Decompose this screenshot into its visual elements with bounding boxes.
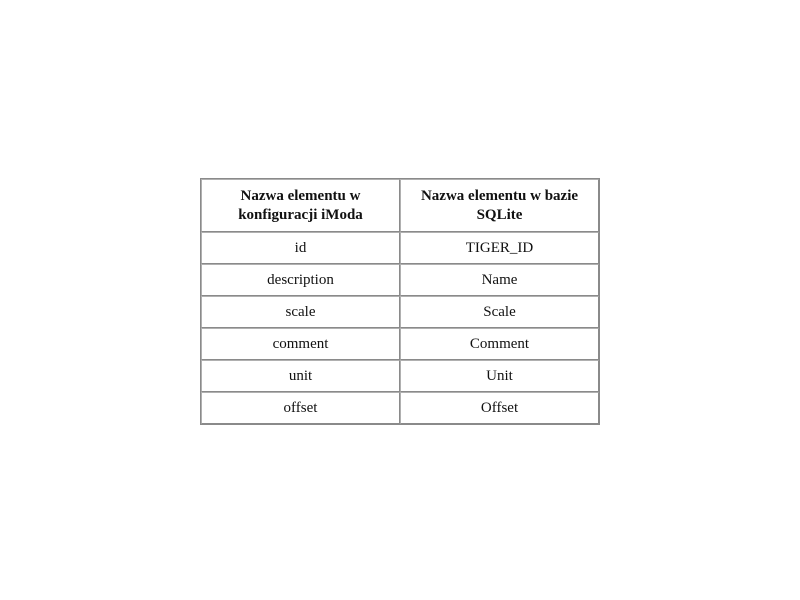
- header-imoda-config: Nazwa elementu w konfiguracji iModa: [201, 179, 400, 232]
- cell-sqlite: Scale: [400, 296, 599, 328]
- cell-sqlite: Unit: [400, 360, 599, 392]
- table-header-row: [201, 179, 599, 232]
- cell-imoda: comment: [201, 328, 400, 360]
- table-row: [201, 232, 599, 264]
- cell-imoda: id: [201, 232, 400, 264]
- cell-sqlite: Offset: [400, 392, 599, 424]
- table-row: [201, 328, 599, 360]
- cell-sqlite: Comment: [400, 328, 599, 360]
- cell-sqlite: TIGER_ID: [400, 232, 599, 264]
- table-row: [201, 360, 599, 392]
- cell-imoda: unit: [201, 360, 400, 392]
- cell-imoda: offset: [201, 392, 400, 424]
- cell-imoda: description: [201, 264, 400, 296]
- mapping-table: [200, 178, 600, 425]
- cell-sqlite: Name: [400, 264, 599, 296]
- header-sqlite-db: Nazwa elementu w bazie SQLite: [400, 179, 599, 232]
- cell-imoda: scale: [201, 296, 400, 328]
- table-row: [201, 392, 599, 424]
- table-row: [201, 264, 599, 296]
- table-row: [201, 296, 599, 328]
